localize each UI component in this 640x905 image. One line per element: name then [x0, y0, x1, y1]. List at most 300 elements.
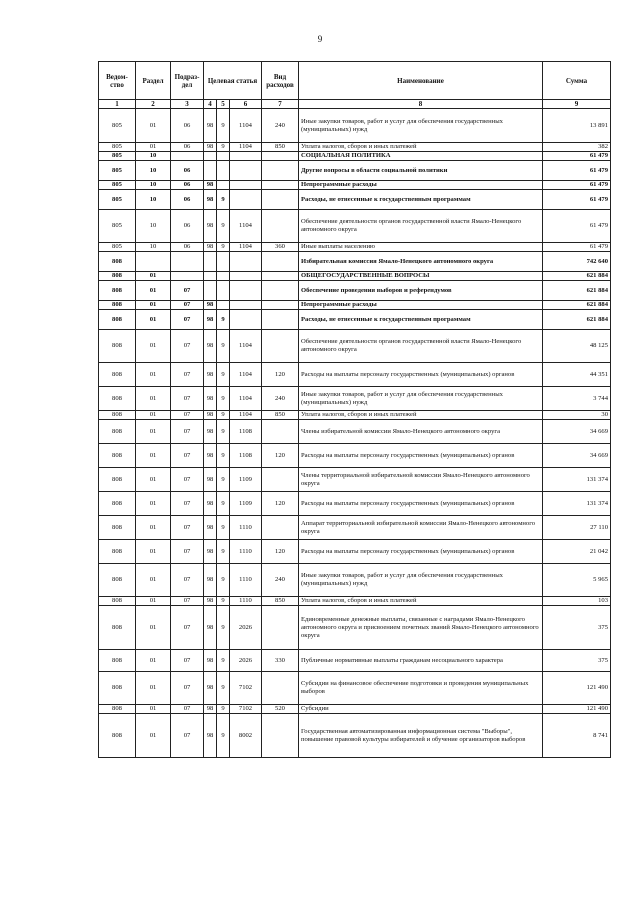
target-c-cell: 1104: [230, 387, 262, 411]
table-row: [99, 363, 611, 387]
podrazdel-cell: 07: [171, 672, 204, 705]
podrazdel-cell: 06: [171, 210, 204, 243]
target-a-cell: 98: [204, 109, 217, 143]
target-b-cell: [217, 301, 230, 310]
razdel-cell: 01: [136, 109, 171, 143]
table-row: [99, 444, 611, 468]
target-b-cell: 9: [217, 492, 230, 516]
target-b-cell: 9: [217, 143, 230, 152]
target-c-cell: 8002: [230, 714, 262, 758]
podrazdel-cell: 07: [171, 705, 204, 714]
podrazdel-cell: 06: [171, 161, 204, 181]
podrazdel-cell: 06: [171, 143, 204, 152]
sum-cell: 621 884: [543, 301, 611, 310]
name-cell: Члены территориальной избирательной комиссии Ямало-Ненецкого автономного округа: [299, 468, 543, 492]
expense-type-cell: 850: [262, 143, 299, 152]
table-row: [99, 492, 611, 516]
vedomstvo-cell: 805: [99, 243, 136, 252]
table-row: [99, 210, 611, 243]
razdel-cell: 01: [136, 143, 171, 152]
target-c-cell: 1110: [230, 564, 262, 597]
vedomstvo-cell: 808: [99, 420, 136, 444]
table-row: [99, 310, 611, 330]
table-row: [99, 161, 611, 181]
target-b-cell: 9: [217, 210, 230, 243]
header-vedomstvo: Ведом-ство: [99, 62, 136, 100]
expense-type-cell: [262, 330, 299, 363]
header-razdel: Раздел: [136, 62, 171, 100]
podrazdel-cell: 07: [171, 444, 204, 468]
podrazdel-cell: 07: [171, 420, 204, 444]
target-b-cell: [217, 272, 230, 281]
table-body: [99, 109, 611, 758]
podrazdel-cell: 07: [171, 468, 204, 492]
header-podrazdel: Подраз-дел: [171, 62, 204, 100]
target-c-cell: 1104: [230, 363, 262, 387]
razdel-cell: 10: [136, 190, 171, 210]
expense-type-cell: 240: [262, 109, 299, 143]
col-number: 1: [99, 100, 136, 109]
target-a-cell: 98: [204, 705, 217, 714]
razdel-cell: 01: [136, 564, 171, 597]
vedomstvo-cell: 808: [99, 564, 136, 597]
col-number: 2: [136, 100, 171, 109]
vedomstvo-cell: 808: [99, 281, 136, 301]
target-a-cell: 98: [204, 468, 217, 492]
expense-type-cell: [262, 161, 299, 181]
target-a-cell: 98: [204, 181, 217, 190]
table-row: [99, 650, 611, 672]
target-a-cell: [204, 161, 217, 181]
razdel-cell: 01: [136, 387, 171, 411]
razdel-cell: 10: [136, 161, 171, 181]
sum-cell: 742 640: [543, 252, 611, 272]
col-number: 7: [262, 100, 299, 109]
target-c-cell: [230, 190, 262, 210]
razdel-cell: 01: [136, 650, 171, 672]
target-b-cell: 9: [217, 411, 230, 420]
razdel-cell: 01: [136, 281, 171, 301]
sum-cell: 34 669: [543, 420, 611, 444]
razdel-cell: 01: [136, 606, 171, 650]
target-c-cell: 1108: [230, 420, 262, 444]
target-b-cell: 9: [217, 540, 230, 564]
expense-type-cell: 120: [262, 363, 299, 387]
target-c-cell: 2026: [230, 650, 262, 672]
razdel-cell: 01: [136, 705, 171, 714]
vedomstvo-cell: 805: [99, 210, 136, 243]
target-b-cell: 9: [217, 190, 230, 210]
name-cell: Государственная автоматизированная информационная система "Выборы", повышение правовой культуры избирателей и обучение организаторов выборов: [299, 714, 543, 758]
name-cell: Избирательная комиссия Ямало-Ненецкого автономного округа: [299, 252, 543, 272]
table-row: [99, 468, 611, 492]
podrazdel-cell: 07: [171, 301, 204, 310]
expense-type-cell: [262, 272, 299, 281]
expense-type-cell: 240: [262, 387, 299, 411]
target-b-cell: 9: [217, 597, 230, 606]
target-a-cell: 98: [204, 330, 217, 363]
target-a-cell: 98: [204, 606, 217, 650]
expense-type-cell: [262, 181, 299, 190]
target-c-cell: [230, 252, 262, 272]
expense-type-cell: 120: [262, 540, 299, 564]
name-cell: Единовременные денежные выплаты, связанные с наградами Ямало-Ненецкого автономного округа и присвоением почетных званий Ямало-Ненецкого автономного округа: [299, 606, 543, 650]
podrazdel-cell: 07: [171, 492, 204, 516]
sum-cell: 34 669: [543, 444, 611, 468]
table-row: [99, 252, 611, 272]
target-a-cell: 98: [204, 492, 217, 516]
target-c-cell: 1104: [230, 210, 262, 243]
razdel-cell: 10: [136, 243, 171, 252]
vedomstvo-cell: 808: [99, 705, 136, 714]
sum-cell: 8 741: [543, 714, 611, 758]
target-c-cell: 1104: [230, 109, 262, 143]
name-cell: Расходы на выплаты персоналу государственных (муниципальных) органов: [299, 540, 543, 564]
razdel-cell: 01: [136, 330, 171, 363]
razdel-cell: 01: [136, 310, 171, 330]
sum-cell: 103: [543, 597, 611, 606]
razdel-cell: 10: [136, 181, 171, 190]
name-cell: Другие вопросы в области социальной политики: [299, 161, 543, 181]
expense-type-cell: 850: [262, 411, 299, 420]
vedomstvo-cell: 808: [99, 363, 136, 387]
vedomstvo-cell: 805: [99, 181, 136, 190]
name-cell: Иные закупки товаров, работ и услуг для обеспечения государственных (муниципальных) нужд: [299, 564, 543, 597]
target-c-cell: 1104: [230, 411, 262, 420]
podrazdel-cell: 07: [171, 597, 204, 606]
target-b-cell: 9: [217, 330, 230, 363]
target-a-cell: 98: [204, 301, 217, 310]
razdel-cell: 10: [136, 152, 171, 161]
expense-type-cell: [262, 420, 299, 444]
sum-cell: 44 351: [543, 363, 611, 387]
name-cell: Расходы, не отнесенные к государственным программам: [299, 190, 543, 210]
podrazdel-cell: 07: [171, 330, 204, 363]
target-a-cell: 98: [204, 564, 217, 597]
table-row: [99, 109, 611, 143]
vedomstvo-cell: 808: [99, 330, 136, 363]
name-cell: ОБЩЕГОСУДАРСТВЕННЫЕ ВОПРОСЫ: [299, 272, 543, 281]
name-cell: Субсидии: [299, 705, 543, 714]
podrazdel-cell: 07: [171, 606, 204, 650]
vedomstvo-cell: 808: [99, 672, 136, 705]
target-c-cell: 1104: [230, 243, 262, 252]
podrazdel-cell: [171, 152, 204, 161]
target-a-cell: 98: [204, 310, 217, 330]
target-a-cell: 98: [204, 387, 217, 411]
podrazdel-cell: 07: [171, 363, 204, 387]
vedomstvo-cell: 808: [99, 301, 136, 310]
expense-type-cell: 120: [262, 492, 299, 516]
table-row: [99, 387, 611, 411]
table-row: [99, 330, 611, 363]
table-row: [99, 152, 611, 161]
razdel-cell: 01: [136, 714, 171, 758]
sum-cell: 30: [543, 411, 611, 420]
table-row: [99, 597, 611, 606]
col-number: 9: [543, 100, 611, 109]
table-row: [99, 516, 611, 540]
target-b-cell: [217, 252, 230, 272]
podrazdel-cell: 06: [171, 109, 204, 143]
target-b-cell: 9: [217, 705, 230, 714]
expense-type-cell: 330: [262, 650, 299, 672]
expense-type-cell: [262, 606, 299, 650]
expense-type-cell: 850: [262, 597, 299, 606]
table-row: [99, 714, 611, 758]
name-cell: Расходы на выплаты персоналу государственных (муниципальных) органов: [299, 492, 543, 516]
target-b-cell: [217, 181, 230, 190]
razdel-cell: 01: [136, 540, 171, 564]
target-a-cell: 98: [204, 363, 217, 387]
razdel-cell: 01: [136, 411, 171, 420]
vedomstvo-cell: 808: [99, 650, 136, 672]
vedomstvo-cell: 808: [99, 468, 136, 492]
name-cell: Аппарат территориальной избирательной комиссии Ямало-Ненецкого автономного округа: [299, 516, 543, 540]
target-c-cell: [230, 272, 262, 281]
name-cell: Иные закупки товаров, работ и услуг для обеспечения государственных (муниципальных) нужд: [299, 387, 543, 411]
target-a-cell: 98: [204, 243, 217, 252]
target-c-cell: [230, 310, 262, 330]
header-vid-rashodov: Вид расходов: [262, 62, 299, 100]
podrazdel-cell: 07: [171, 714, 204, 758]
sum-cell: 5 965: [543, 564, 611, 597]
target-b-cell: 9: [217, 714, 230, 758]
target-c-cell: [230, 181, 262, 190]
target-b-cell: 9: [217, 243, 230, 252]
vedomstvo-cell: 808: [99, 444, 136, 468]
name-cell: Уплата налогов, сборов и иных платежей: [299, 411, 543, 420]
table-row: [99, 181, 611, 190]
name-cell: Обеспечение деятельности органов государственной власти Ямало-Ненецкого автономного округа: [299, 330, 543, 363]
col-number: 3: [171, 100, 204, 109]
sum-cell: 61 479: [543, 181, 611, 190]
expense-type-cell: [262, 152, 299, 161]
target-c-cell: 1110: [230, 597, 262, 606]
sum-cell: 131 374: [543, 492, 611, 516]
sum-cell: 61 479: [543, 152, 611, 161]
name-cell: Расходы на выплаты персоналу государственных (муниципальных) органов: [299, 444, 543, 468]
target-a-cell: 98: [204, 210, 217, 243]
name-cell: Расходы, не отнесенные к государственным программам: [299, 310, 543, 330]
name-cell: Уплата налогов, сборов и иных платежей: [299, 143, 543, 152]
target-b-cell: 9: [217, 387, 230, 411]
target-b-cell: 9: [217, 363, 230, 387]
sum-cell: 61 479: [543, 161, 611, 181]
table-row: [99, 411, 611, 420]
name-cell: Непрограммные расходы: [299, 181, 543, 190]
razdel-cell: 10: [136, 210, 171, 243]
target-a-cell: [204, 272, 217, 281]
target-a-cell: 98: [204, 411, 217, 420]
sum-cell: 13 891: [543, 109, 611, 143]
expense-type-cell: 120: [262, 444, 299, 468]
target-b-cell: 9: [217, 468, 230, 492]
podrazdel-cell: [171, 272, 204, 281]
page-number: 9: [317, 34, 323, 44]
name-cell: Уплата налогов, сборов и иных платежей: [299, 597, 543, 606]
target-c-cell: 7102: [230, 705, 262, 714]
target-c-cell: 1104: [230, 330, 262, 363]
vedomstvo-cell: 808: [99, 252, 136, 272]
vedomstvo-cell: 805: [99, 109, 136, 143]
header-naimenovanie: Наименование: [299, 62, 543, 100]
razdel-cell: 01: [136, 444, 171, 468]
target-b-cell: 9: [217, 444, 230, 468]
target-c-cell: [230, 161, 262, 181]
table-row: [99, 705, 611, 714]
table-row: [99, 606, 611, 650]
table-row: [99, 143, 611, 152]
target-a-cell: [204, 252, 217, 272]
podrazdel-cell: 07: [171, 411, 204, 420]
target-a-cell: [204, 281, 217, 301]
sum-cell: 121 490: [543, 705, 611, 714]
expense-type-cell: [262, 210, 299, 243]
header-summa: Сумма: [543, 62, 611, 100]
target-a-cell: 98: [204, 540, 217, 564]
expense-type-cell: [262, 190, 299, 210]
podrazdel-cell: 07: [171, 540, 204, 564]
sum-cell: 61 479: [543, 190, 611, 210]
target-b-cell: 9: [217, 310, 230, 330]
vedomstvo-cell: 808: [99, 310, 136, 330]
razdel-cell: 01: [136, 301, 171, 310]
target-c-cell: 1110: [230, 516, 262, 540]
header-celevaya-statya: Целевая статья: [204, 62, 262, 100]
target-a-cell: 98: [204, 190, 217, 210]
podrazdel-cell: 06: [171, 243, 204, 252]
target-c-cell: 1108: [230, 444, 262, 468]
table-row: [99, 190, 611, 210]
name-cell: Публичные нормативные выплаты гражданам несоциального характера: [299, 650, 543, 672]
name-cell: Иные выплаты населению: [299, 243, 543, 252]
col-number: 8: [299, 100, 543, 109]
podrazdel-cell: 06: [171, 181, 204, 190]
name-cell: Иные закупки товаров, работ и услуг для обеспечения государственных (муниципальных) нужд: [299, 109, 543, 143]
col-number: 5: [217, 100, 230, 109]
sum-cell: 375: [543, 606, 611, 650]
vedomstvo-cell: 808: [99, 606, 136, 650]
vedomstvo-cell: 808: [99, 387, 136, 411]
sum-cell: 621 884: [543, 272, 611, 281]
expense-type-cell: [262, 281, 299, 301]
name-cell: Обеспечение деятельности органов государственной власти Ямало-Ненецкого автономного округа: [299, 210, 543, 243]
target-c-cell: 1110: [230, 540, 262, 564]
target-b-cell: 9: [217, 420, 230, 444]
razdel-cell: 01: [136, 420, 171, 444]
col-number: 4: [204, 100, 217, 109]
sum-cell: 3 744: [543, 387, 611, 411]
target-b-cell: [217, 152, 230, 161]
razdel-cell: 01: [136, 516, 171, 540]
name-cell: Непрограммные расходы: [299, 301, 543, 310]
sum-cell: 61 479: [543, 210, 611, 243]
target-b-cell: 9: [217, 564, 230, 597]
podrazdel-cell: 07: [171, 650, 204, 672]
target-c-cell: 7102: [230, 672, 262, 705]
target-a-cell: 98: [204, 143, 217, 152]
podrazdel-cell: 07: [171, 564, 204, 597]
target-b-cell: 9: [217, 109, 230, 143]
vedomstvo-cell: 805: [99, 161, 136, 181]
col-number: 6: [230, 100, 262, 109]
target-b-cell: 9: [217, 650, 230, 672]
table-row: [99, 672, 611, 705]
target-a-cell: 98: [204, 672, 217, 705]
target-c-cell: 1104: [230, 143, 262, 152]
table-row: [99, 420, 611, 444]
expense-type-cell: [262, 310, 299, 330]
podrazdel-cell: 07: [171, 387, 204, 411]
sum-cell: 61 479: [543, 243, 611, 252]
expense-type-cell: [262, 468, 299, 492]
vedomstvo-cell: 808: [99, 272, 136, 281]
razdel-cell: 01: [136, 672, 171, 705]
sum-cell: 121 490: [543, 672, 611, 705]
table-row: [99, 281, 611, 301]
sum-cell: 48 125: [543, 330, 611, 363]
vedomstvo-cell: 808: [99, 516, 136, 540]
target-a-cell: 98: [204, 650, 217, 672]
sum-cell: 27 110: [543, 516, 611, 540]
expense-type-cell: [262, 301, 299, 310]
table-row: [99, 564, 611, 597]
razdel-cell: 01: [136, 597, 171, 606]
razdel-cell: 01: [136, 272, 171, 281]
vedomstvo-cell: 808: [99, 714, 136, 758]
razdel-cell: [136, 252, 171, 272]
expense-type-cell: [262, 252, 299, 272]
expense-type-cell: [262, 714, 299, 758]
name-cell: Обеспечение проведения выборов и референдумов: [299, 281, 543, 301]
vedomstvo-cell: 808: [99, 540, 136, 564]
table-row: [99, 301, 611, 310]
razdel-cell: 01: [136, 492, 171, 516]
target-a-cell: 98: [204, 420, 217, 444]
vedomstvo-cell: 808: [99, 411, 136, 420]
target-c-cell: 1109: [230, 468, 262, 492]
expense-type-cell: 240: [262, 564, 299, 597]
sum-cell: 131 374: [543, 468, 611, 492]
target-b-cell: 9: [217, 606, 230, 650]
target-c-cell: 1109: [230, 492, 262, 516]
target-a-cell: 98: [204, 444, 217, 468]
target-b-cell: [217, 281, 230, 301]
target-a-cell: 98: [204, 597, 217, 606]
target-a-cell: 98: [204, 516, 217, 540]
podrazdel-cell: 07: [171, 310, 204, 330]
table-row: [99, 272, 611, 281]
target-b-cell: 9: [217, 672, 230, 705]
target-b-cell: [217, 161, 230, 181]
target-c-cell: [230, 301, 262, 310]
vedomstvo-cell: 805: [99, 190, 136, 210]
budget-table: [98, 61, 611, 758]
target-c-cell: [230, 281, 262, 301]
razdel-cell: 01: [136, 363, 171, 387]
table-row: [99, 243, 611, 252]
name-cell: Расходы на выплаты персоналу государственных (муниципальных) органов: [299, 363, 543, 387]
table-row: [99, 540, 611, 564]
podrazdel-cell: 07: [171, 281, 204, 301]
razdel-cell: 01: [136, 468, 171, 492]
sum-cell: 382: [543, 143, 611, 152]
target-a-cell: 98: [204, 714, 217, 758]
table-header: [99, 62, 611, 109]
sum-cell: 621 884: [543, 281, 611, 301]
expense-type-cell: 520: [262, 705, 299, 714]
